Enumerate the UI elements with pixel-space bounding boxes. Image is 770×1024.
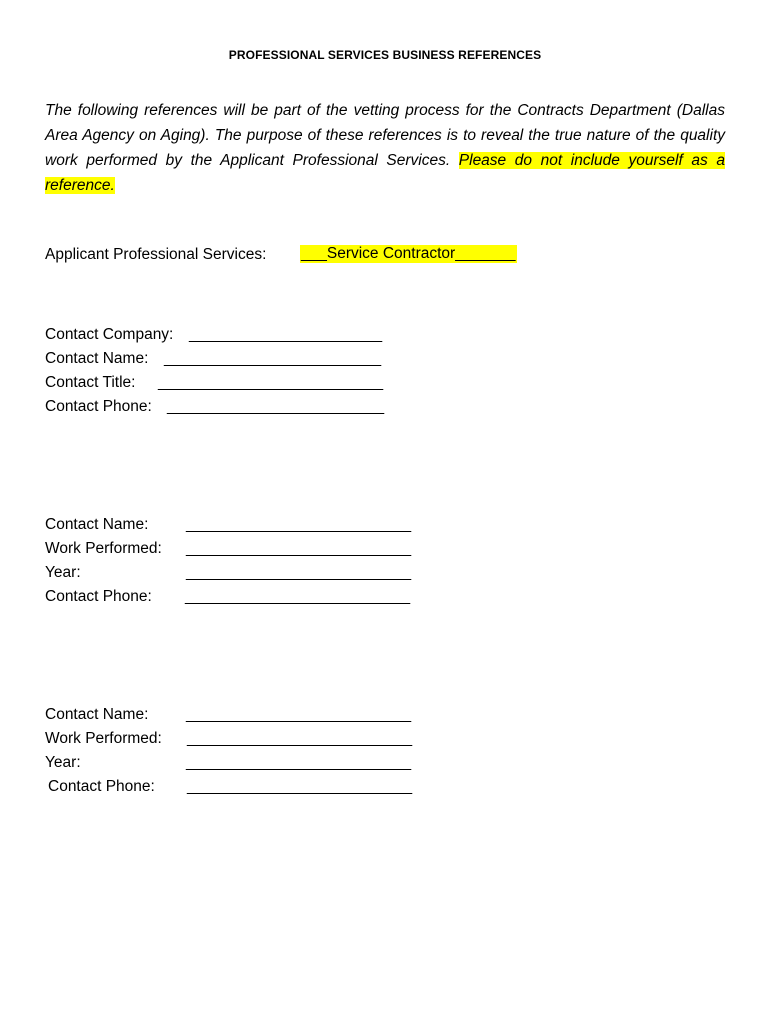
contact-company-field[interactable]: ________________________ <box>189 326 382 343</box>
contact-name-label: Contact Name: <box>45 350 149 367</box>
contact-title-label: Contact Title: <box>45 374 136 391</box>
contact-phone-field[interactable]: ____________________________ <box>185 588 410 605</box>
applicant-value-field[interactable]: ___Service Contractor_______ <box>301 245 516 262</box>
contact-company-label: Contact Company: <box>45 326 174 343</box>
contact-title-field[interactable]: ____________________________ <box>158 374 383 391</box>
intro-paragraph <box>45 98 725 198</box>
year-label: Year: <box>45 754 81 771</box>
work-performed-field[interactable]: ____________________________ <box>187 730 412 747</box>
contact-name-field[interactable]: ____________________________ <box>186 706 411 723</box>
contact-name-label: Contact Name: <box>45 516 149 533</box>
year-field[interactable]: ____________________________ <box>186 564 411 581</box>
document-title: PROFESSIONAL SERVICES BUSINESS REFERENCES <box>228 48 542 62</box>
work-performed-label: Work Performed: <box>45 540 162 557</box>
contact-phone-label: Contact Phone: <box>45 588 152 605</box>
work-performed-field[interactable]: ____________________________ <box>186 540 411 557</box>
work-performed-label: Work Performed: <box>45 730 162 747</box>
contact-phone-label: Contact Phone: <box>45 398 152 415</box>
contact-phone-field[interactable]: ___________________________ <box>167 398 384 415</box>
contact-name-field[interactable]: ____________________________ <box>186 516 411 533</box>
contact-name-label: Contact Name: <box>45 706 149 723</box>
contact-name-field[interactable]: ___________________________ <box>164 350 381 367</box>
intro-highlight: Please do not include yourself as a reference. <box>45 152 725 194</box>
contact-phone-label: Contact Phone: <box>48 778 155 795</box>
contact-phone-field[interactable]: ____________________________ <box>187 778 412 795</box>
year-label: Year: <box>45 564 81 581</box>
applicant-label: Applicant Professional Services: <box>45 246 267 263</box>
intro-text: The following references will be part of the vetting process for the Contracts Department (Dallas Area Agency on Aging). The purpose of these references is to reveal the true nature of the quality work performed by the Applicant Professional Services. <box>45 102 725 169</box>
year-field[interactable]: ____________________________ <box>186 754 411 771</box>
